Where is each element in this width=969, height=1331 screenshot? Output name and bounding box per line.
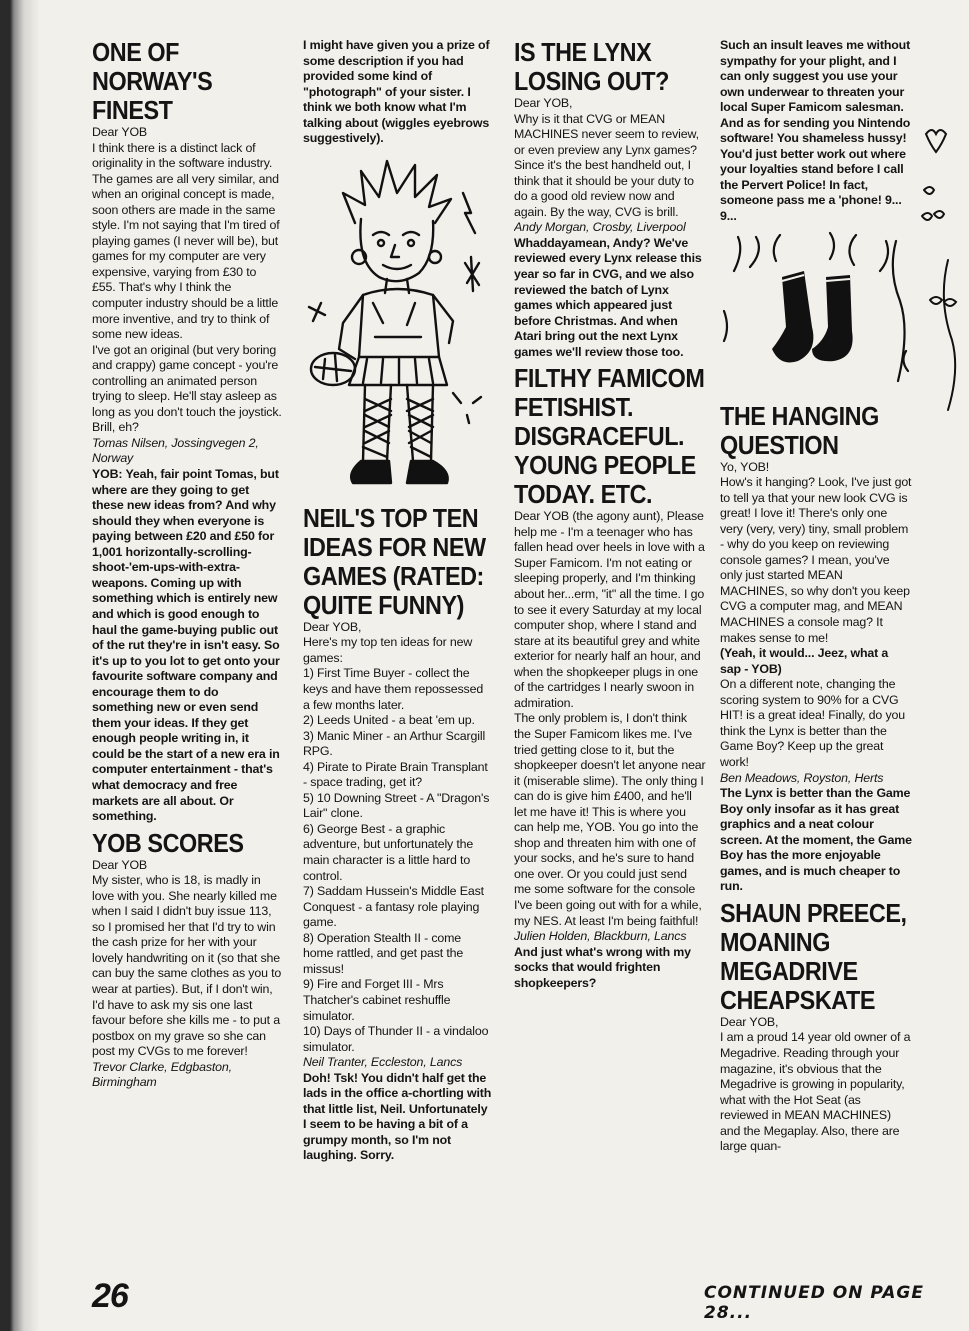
- letter-salutation: Dear YOB,: [720, 1014, 779, 1029]
- letter-body: I've got an original (but very boring and crappy) game concept - you're controlling an animated person trying to sleep. He'll stay asleep as long as you don't touch the joystick. Brill, eh?: [92, 342, 282, 435]
- page-spine-shadow: [0, 0, 40, 1331]
- letter-salutation: Yo, YOB!: [720, 459, 770, 474]
- yob-reply: And just what's wrong with my socks that would frighten shopkeepers?: [514, 944, 691, 990]
- letter-salutation: Dear YOB,: [514, 96, 573, 110]
- yob-reply: YOB: Yeah, fair point Tomas, but where are they going to get these new ideas from? And why should they when everyone is paying between £20 and £50 for 1,001 horizontally-scrolling-shoot-'em-ups-with-extra-weapons. Coming up with something which is entirely new and which is good enough to haul the game-buying public out of the rut they're in isn't easy. So it's up to you lot to get onto your favourite software company and encourage them to do something new or even send them your ideas. If they get enough people writing in, it could be the start of a new era in computer entertainment - that's what democracy and free markets are all about. Or something.: [92, 467, 280, 824]
- column-1: [92, 38, 282, 1270]
- letter-body: Here's my top ten ideas for new games:: [303, 635, 473, 665]
- letter-body: Dear YOB (the agony aunt), Please help me - I'm a teenager who has fallen head over heels in love with a Super Famicom. I'm not eating or sleeping properly, and I'm thinking about her...erm, "it" all the time. I go to see it every Saturday at my local computer shop, where I stand and stare at its beautiful grey and white exterior for nearly half an hour, and when the shopkeeper plugs in one of the cartridges I nearly swoon in admiration.: [514, 509, 705, 710]
- margin-doodles: [914, 120, 966, 420]
- column-4: [720, 38, 912, 1270]
- headline-is-the-lynx-losing-out: IS THE LYNX LOSING OUT?: [514, 38, 669, 96]
- letter-salutation: Dear YOB,: [303, 619, 362, 634]
- yob-reply: Doh! Tsk! You didn't half get the lads in the office a-chortling with that little list, Neil. Unfortunately I seem to be having a bit of a grumpy month, so I'm not laughing. Sorry.: [303, 1070, 492, 1163]
- list-item: 1) First Time Buyer - collect the keys and have them repossessed a few months later.: [303, 666, 484, 712]
- letter-salutation: Dear YOB: [92, 125, 148, 139]
- list-item: 5) 10 Downing Street - A "Dragon's Lair" clone.: [303, 790, 490, 821]
- letter-body: I think there is a distinct lack of originality in the software industry. The games are all very similar, and when an original concept is made, soon others are made in the same style. I'm not saying that I'm tired of playing games (I never will be), but games for my computer are very expensive, varying from £30 to £55. That's why I think the computer industry should be a little more inventive, and try to think of some new ideas.: [92, 140, 280, 342]
- letter-body: On a different note, changing the scoring system to 90% for a CVG HIT! is a great idea! Finally, do you think the Lynx is better than the Game Boy? Keep up the great work!: [720, 677, 905, 769]
- list-item: 10) Days of Thunder II - a vindaloo simulator.: [303, 1024, 489, 1054]
- headline-the-hanging-question: THE HANGING QUESTION: [720, 400, 879, 460]
- headline-neils-top-ten: NEIL'S TOP TEN IDEAS FOR NEW GAMES (RATED: QUITE FUNNY): [303, 502, 486, 620]
- punk-girl-illustration: [303, 153, 493, 498]
- letter-signature: Neil Tranter, Eccleston, Lancs: [303, 1055, 463, 1070]
- letter-signature: Ben Meadows, Royston, Herts: [720, 770, 884, 785]
- letter-body: How's it hanging? Look, I've just got to tell ya that your new look CVG is great! I love it! There's only one very (very, very) tiny, small problem - why do you keep on reviewing console games? I mean, you've only just started MEAN MACHINES, so why don't you keep CVG a computer mag, and MEAN MACHINES a console mag? It makes sense to me!: [720, 475, 912, 645]
- list-item: 4) Pirate to Pirate Brain Transplant - space trading, get it?: [303, 759, 488, 790]
- headline-yob-scores: YOB SCORES: [92, 827, 244, 858]
- list-item: 7) Saddam Hussein's Middle East Conquest - a fantasy role playing game.: [303, 884, 484, 930]
- punk-girl-drawing: [303, 153, 493, 493]
- smelly-socks-drawing: [720, 231, 912, 391]
- page-number: 26: [92, 1277, 128, 1315]
- letter-signature: Trevor Clarke, Edgbaston, Birmingham: [92, 1059, 232, 1090]
- letter-salutation: Dear YOB: [92, 857, 148, 872]
- letter-body: The only problem is, I don't think the Super Famicom likes me. I've tried getting close to it, but the shopkeeper doesn't let anyone near it (miserable slime). The only thing I can do is give him £400, and he'll let me have it! This is where you can help me, YOB. You go into the shop and threaten him with one of your socks, and he's sure to hand one over. Or you could just send me some software for the console I've been going out with for a while, my NES. At least I'm being faithful!: [514, 711, 706, 928]
- headline-filthy-famicom-fetishist: FILTHY FAMICOM FETISHIST. DISGRACEFUL. YOUNG PEOPLE TODAY. ETC.: [514, 363, 705, 510]
- column-3: [514, 38, 706, 1270]
- yob-reply: I might have given you a prize of some description if you had provided some kind of "photograph" of your sister. I think we both know what I'm talking about (wiggles eyebrows suggestively).: [303, 38, 490, 146]
- letter-body: Why is it that CVG or MEAN MACHINES never seem to review, or even preview any Lynx games? Since it's the best handheld out, I think that it should be your duty to do a good old review now and again. By the way, CVG is brill.: [514, 111, 699, 219]
- headline-shaun-preece: SHAUN PREECE, MOANING MEGADRIVE CHEAPSKATE: [720, 897, 907, 1015]
- yob-aside: (Yeah, it would... Jeez, what a sap - YOB): [720, 646, 889, 676]
- letter-signature: Tomas Nilsen, Jossingvegen 2, Norway: [92, 435, 259, 466]
- list-item: 8) Operation Stealth II - come home rattled, and get past the missus!: [303, 930, 464, 976]
- yob-reply: The Lynx is better than the Game Boy only insofar as it has great graphics and a neat colour screen. At the moment, the Game Boy has the more enjoyable games, and is much cheaper to run.: [720, 786, 912, 894]
- list-item: 6) George Best - a graphic adventure, but unfortunately the main character is a little hard to control.: [303, 821, 474, 883]
- yob-reply: Such an insult leaves me without sympathy for your plight, and I can only suggest you use your own underwear to threaten your local Super Famicom salesman. And as for sending you Nintendo software! You shameless hussy! You'd just better work out where your loyalties stand before I call the Pervert Police! In fact, someone pass me a 'phone! 9... 9...: [720, 38, 911, 224]
- letter-signature: Andy Morgan, Crosby, Liverpool: [514, 220, 686, 235]
- continued-note: CONTINUED ON PAGE 28...: [704, 1283, 924, 1323]
- letter-signature: Julien Holden, Blackburn, Lancs: [514, 929, 687, 944]
- letter-body: My sister, who is 18, is madly in love with you. She nearly killed me when I said I didn't buy issue 113, so I promised her that I'd try to win the cash prize for her with your lovely handwriting on it (so that she can buy the same clothes as you to wear at parties). But, if I don't win, I'd have to ask my sis one last favour before she kills me - to put a postbox on my grave so she can post my CVGs to me forever!: [92, 873, 282, 1059]
- column-2: [303, 38, 493, 1270]
- list-item: 9) Fire and Forget III - Mrs Thatcher's cabinet reshuffle simulator.: [303, 977, 451, 1023]
- headline-one-of-norways-finest: ONE OF NORWAY'S FINEST: [92, 38, 213, 125]
- list-item: 3) Manic Miner - an Arthur Scargill RPG.: [303, 728, 486, 759]
- letter-body: I am a proud 14 year old owner of a Megadrive. Reading through your magazine, it's obvious that the Megadrive is growing in popularity, what with the Hot Seat (as reviewed in MEAN MACHINES) and the Megaplay. Also, there are large quan-: [720, 1030, 911, 1154]
- yob-reply: Whaddayamean, Andy? We've reviewed every Lynx release this year so far in CVG, and we also reviewed the batch of Lynx games which appeared just before Christmas. And when Atari bring out the next Lynx games we'll review those too.: [514, 235, 702, 359]
- socks-illustration: [720, 231, 912, 396]
- list-item: 2) Leeds United - a beat 'em up.: [303, 713, 475, 728]
